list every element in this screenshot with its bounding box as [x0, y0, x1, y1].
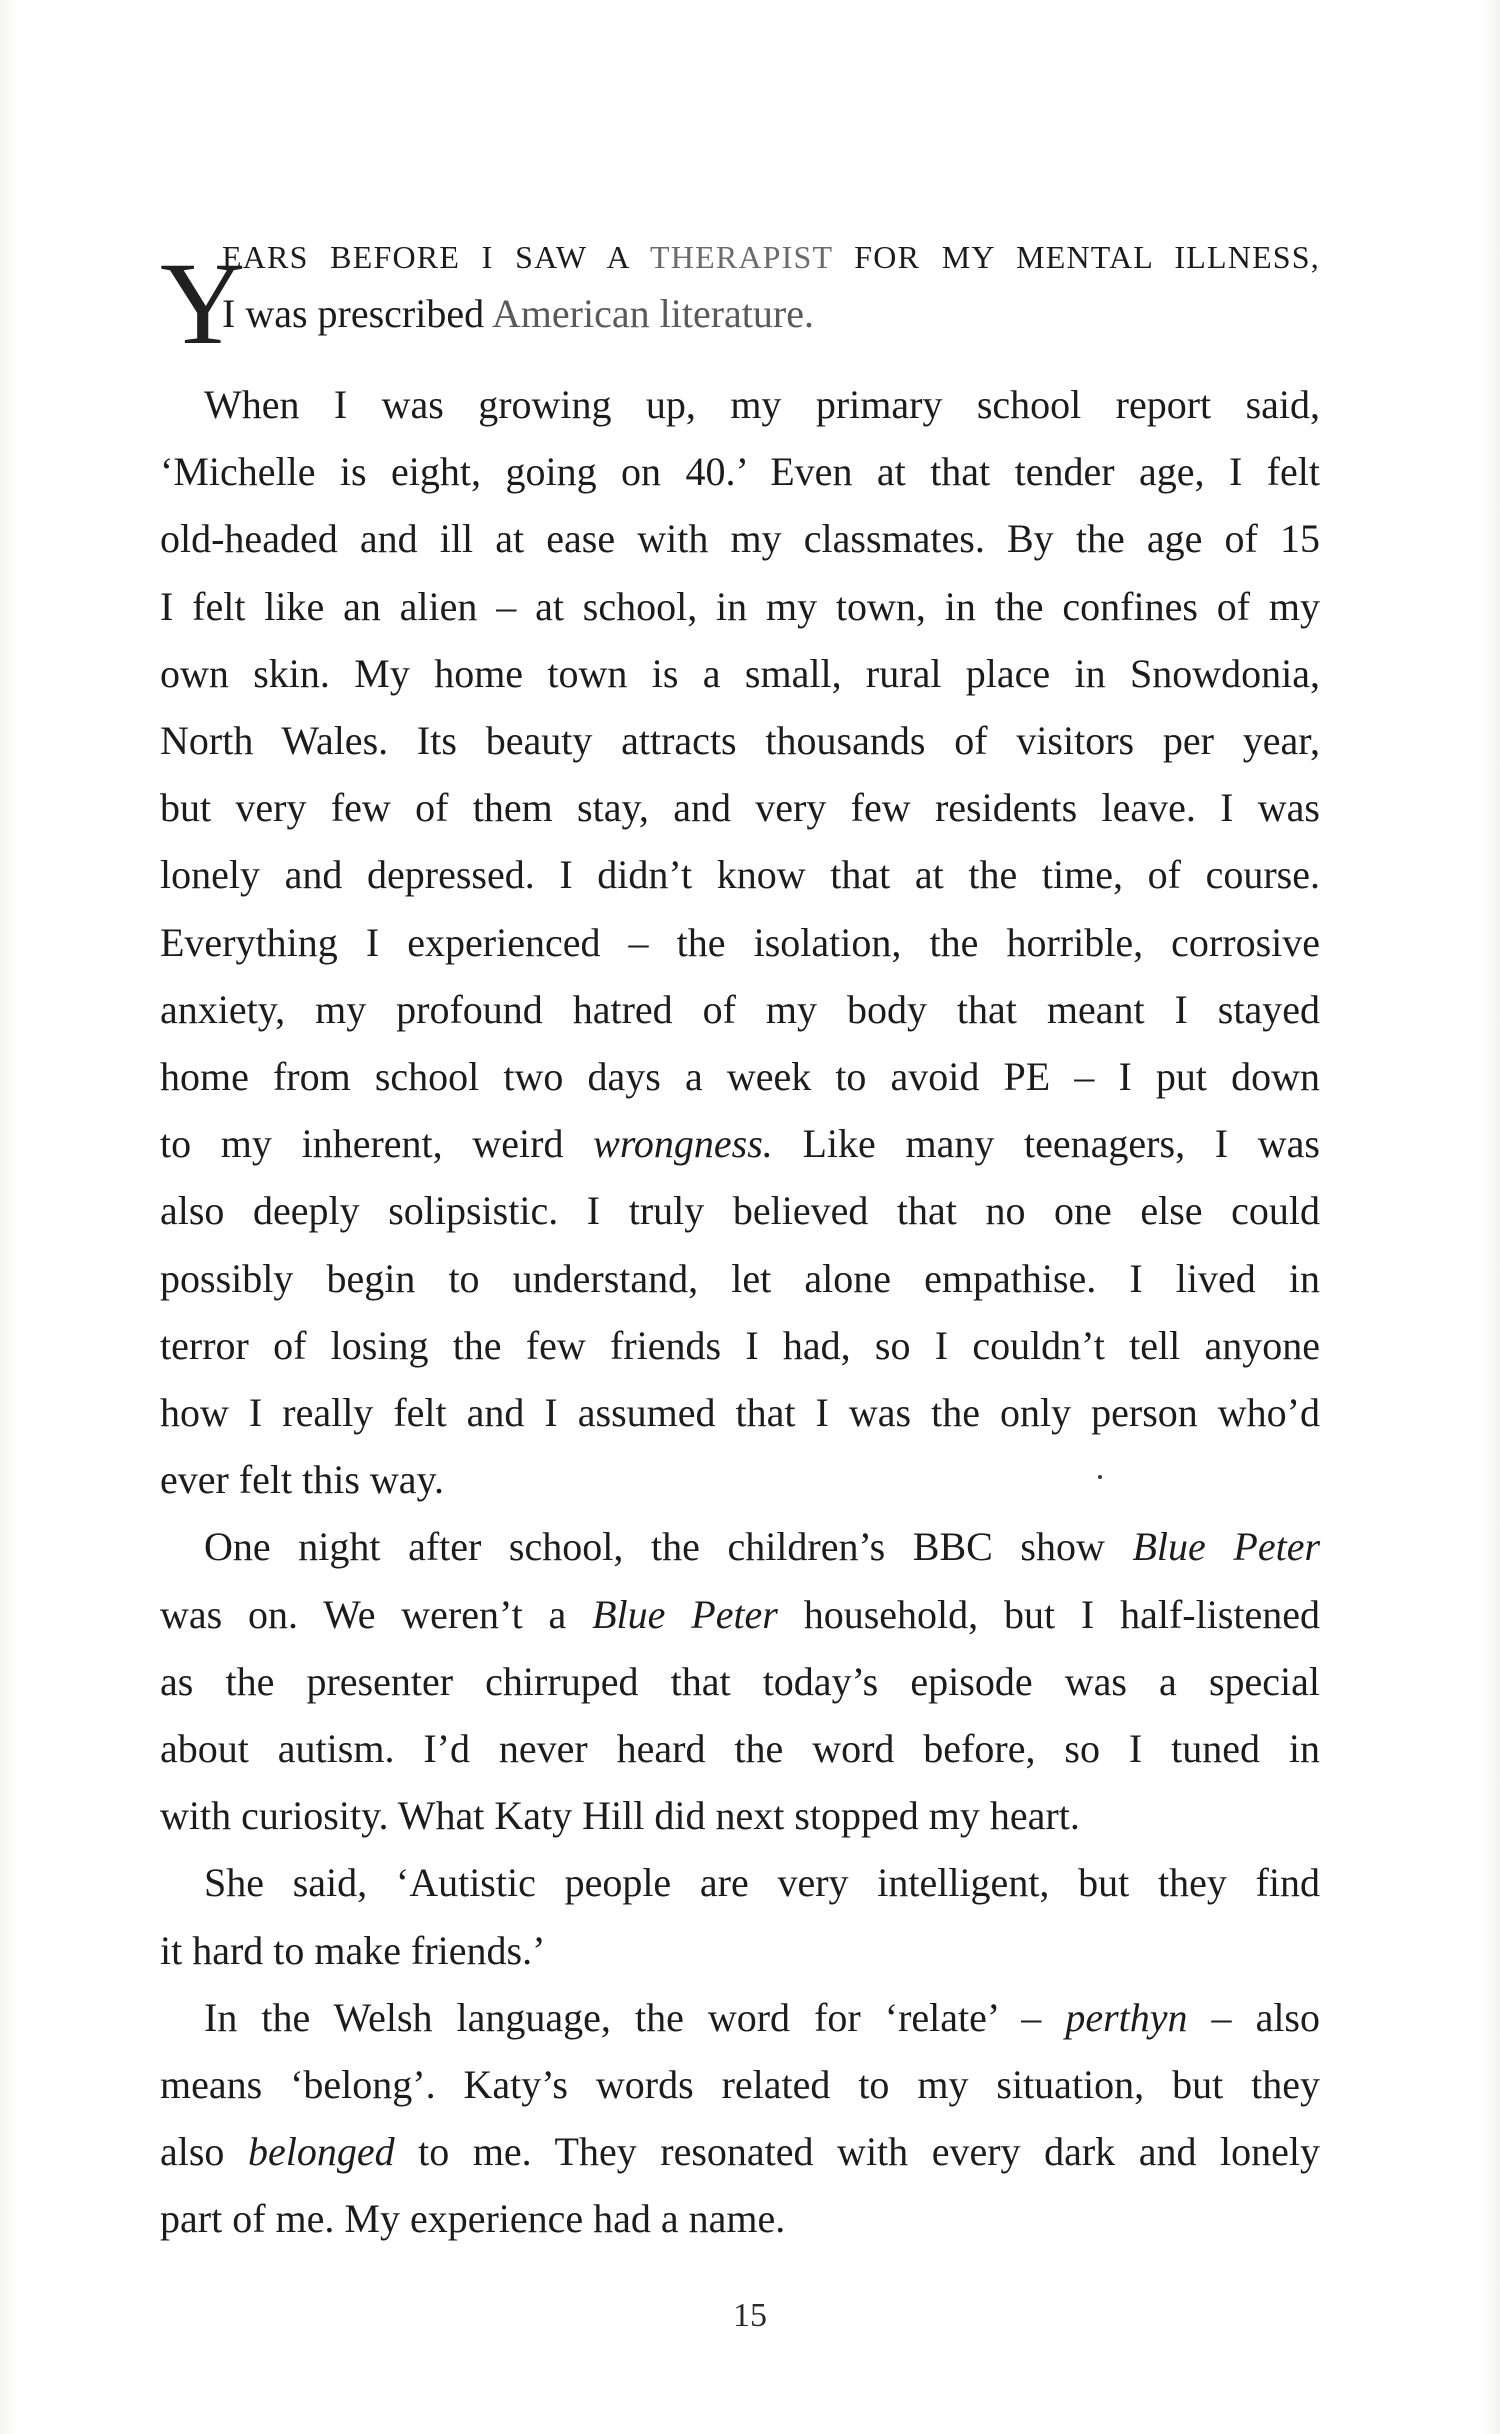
paragraph-4-line	[160, 2118, 1320, 2185]
line-text: In the Welsh language, the word for ‘relate’ –	[204, 1994, 1066, 2040]
lead-in-part1: EARS BEFORE I SAW A	[222, 239, 651, 275]
paragraph-1-line: possibly begin to understand, let alone empathise. I lived in	[160, 1255, 1320, 1301]
paragraph-1-line: home from school two days a week to avoid PE – I put down	[160, 1054, 1320, 1100]
line-text: Like many teenagers, I was	[772, 1121, 1320, 1167]
italic-word: perthyn	[1065, 1994, 1188, 2040]
drop-cap: Y	[160, 238, 246, 369]
italic-title: Blue Peter	[592, 1591, 778, 1637]
paragraph-1-line: but very few of them stay, and very few residents leave. I was	[160, 785, 1320, 831]
paragraph-2-line	[160, 1513, 1320, 1580]
paragraph-4-line: part of me. My experience had a name.	[160, 2196, 786, 2242]
paragraph-1-line: ‘Michelle is eight, going on 40.’ Even at that tender age, I felt	[160, 449, 1320, 495]
italic-word: wrongness.	[593, 1121, 773, 1167]
paragraph-3-line: She said, ‘Autistic people are very intelligent, but they find	[204, 1860, 1320, 1906]
line-text: household, but I half-listened	[777, 1591, 1321, 1637]
paragraph-1-line: terror of losing the few friends I had, so I couldn’t tell anyone	[160, 1322, 1320, 1368]
paragraph-2-line: with curiosity. What Katy Hill did next stopped my heart.	[160, 1793, 1080, 1839]
paragraph-3	[160, 1849, 1320, 1983]
page-number: 15	[733, 2297, 767, 2334]
paragraph-1-line: lonely and depressed. I didn’t know that at the time, of course.	[160, 852, 1320, 898]
paragraph-1-line: also deeply solipsistic. I truly believed that no one else could	[160, 1188, 1320, 1234]
paragraph-4-line	[160, 1984, 1320, 2051]
line-text: to my inherent, weird	[160, 1121, 594, 1167]
paragraph-1-line: I felt like an alien – at school, in my town, in the confines of my	[160, 583, 1320, 629]
italic-title: Blue Peter	[1132, 1524, 1321, 1570]
paragraph-1-line: ever felt this way.	[160, 1457, 444, 1503]
small-caps-lead-in	[222, 235, 1320, 279]
paragraph-1-line: When I was growing up, my primary school report said,	[204, 382, 1320, 427]
opening-rest-part1: I was prescribed	[222, 291, 492, 336]
lead-in-part3: FOR MY MENTAL ILLNESS,	[832, 239, 1321, 275]
line-text: also	[160, 2129, 248, 2175]
paragraph-2-line: about autism. I’d never heard the word before, so I tuned in	[160, 1726, 1320, 1772]
line-text: was on. We weren’t a	[160, 1591, 593, 1637]
line-text: to me. They resonated with every dark and lonely	[394, 2129, 1320, 2175]
paragraph-2-line: as the presenter chirruped that today’s episode was a special	[160, 1658, 1320, 1704]
paragraph-1-line: Everything I experienced – the isolation, the horrible, corrosive	[160, 919, 1320, 965]
paragraph-1-line: anxiety, my profound hatred of my body that meant I stayed	[160, 986, 1320, 1032]
paragraph-4	[160, 1984, 1320, 2253]
line-text: One night after school, the children’s BBC show	[204, 1524, 1133, 1570]
paragraph-2-line	[160, 1581, 1320, 1648]
opening-rest-part2: American literature.	[491, 291, 814, 336]
paragraph-1-line: own skin. My home town is a small, rural place in Snowdonia,	[160, 650, 1320, 696]
chapter-text	[160, 235, 1320, 2253]
opening-sentence-end	[222, 281, 1320, 347]
opening-paragraph	[160, 235, 1320, 371]
paragraph-4-line: means ‘belong’. Katy’s words related to my situation, but they	[160, 2062, 1320, 2108]
paragraph-1-line: how I really felt and I assumed that I was the only person who’d	[160, 1390, 1320, 1436]
paragraph-3-line: it hard to make friends.’	[160, 1927, 546, 1973]
paragraph-1-line-italic	[160, 1110, 1320, 1177]
paragraph-1-line: North Wales. Its beauty attracts thousands of visitors per year,	[160, 718, 1320, 764]
italic-word: belonged	[247, 2129, 395, 2175]
line-text: – also	[1187, 1994, 1320, 2040]
paragraph-1	[160, 371, 1320, 1513]
lead-in-part2: THERAPIST	[650, 239, 833, 275]
paragraph-1-line: old-headed and ill at ease with my classmates. By the age of 15	[160, 516, 1320, 562]
paragraph-2	[160, 1513, 1320, 1849]
print-speck	[1098, 1475, 1102, 1479]
